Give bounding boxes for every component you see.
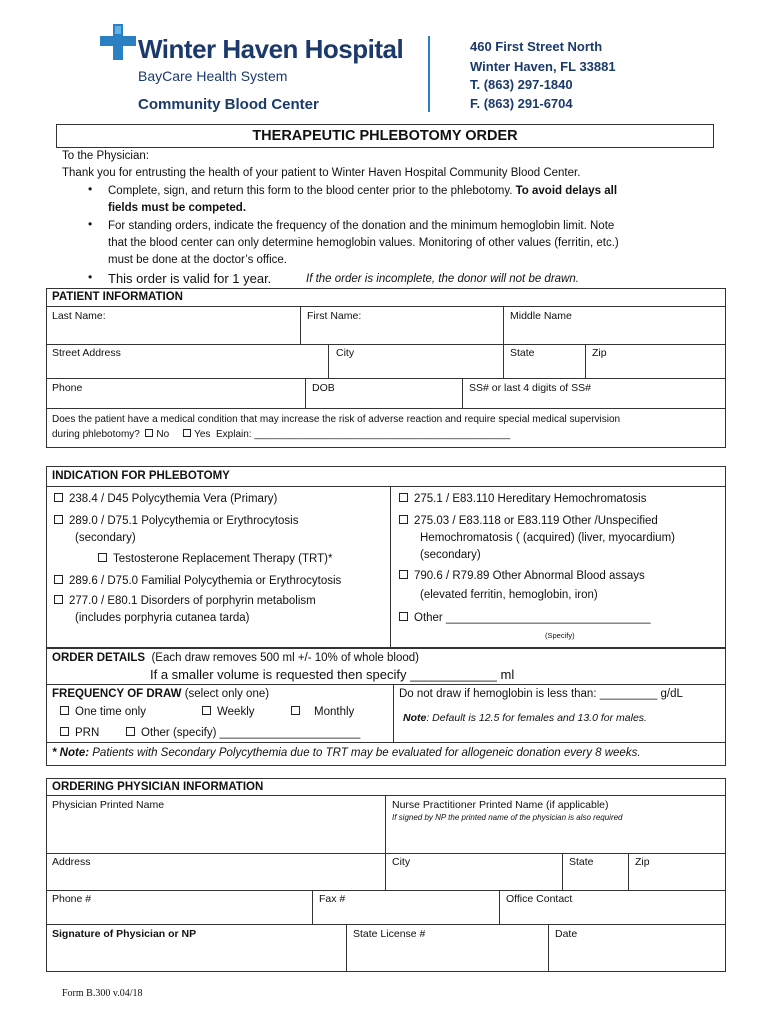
no-checkbox[interactable] xyxy=(145,429,153,437)
trt-footnote: * Note: Patients with Secondary Polycythemia due to TRT may be evaluated for allogeneic donation every 8 weeks. xyxy=(52,747,641,759)
indication-secondary-cont: (secondary) xyxy=(75,532,136,544)
indication-option-trt[interactable]: Testosterone Replacement Therapy (TRT)* xyxy=(98,551,332,567)
divider xyxy=(46,742,726,743)
state-field[interactable]: State xyxy=(510,347,535,359)
office-contact-field[interactable]: Office Contact xyxy=(506,893,573,905)
bullet: • xyxy=(88,182,93,196)
thanks-text: Thank you for entrusting the health of your patient to Winter Haven Hospital Community Blood Center. xyxy=(62,167,581,179)
freq-monthly[interactable]: Monthly xyxy=(291,704,354,720)
checkbox[interactable] xyxy=(60,727,69,736)
indication-option-porphyrin[interactable]: 277.0 / E80.1 Disorders of porphyrin metabolism xyxy=(54,593,316,609)
checkbox[interactable] xyxy=(399,515,408,524)
divider xyxy=(46,344,726,345)
checkbox[interactable] xyxy=(54,575,63,584)
yes-checkbox[interactable] xyxy=(183,429,191,437)
checkbox[interactable] xyxy=(126,727,135,736)
checkbox[interactable] xyxy=(399,612,408,621)
bullet1-line2: fields must be competed. xyxy=(108,202,247,214)
signature-field[interactable]: Signature of Physician or NP xyxy=(52,928,197,940)
address-line1: 460 First Street North xyxy=(470,39,603,54)
last-name-field[interactable]: Last Name: xyxy=(52,310,106,322)
freq-one-time[interactable]: One time only xyxy=(60,704,146,720)
indication-option-other[interactable]: Other ________________________________ xyxy=(399,610,651,626)
divider xyxy=(46,486,726,487)
np-note: If signed by NP the printed name of the physician is also required xyxy=(392,813,623,822)
divider xyxy=(305,378,306,408)
divider xyxy=(393,684,394,742)
physician-phone-field[interactable]: Phone # xyxy=(52,893,92,905)
checkbox[interactable] xyxy=(54,515,63,524)
city-field[interactable]: City xyxy=(336,347,355,359)
street-field[interactable]: Street Address xyxy=(52,347,121,359)
checkbox[interactable] xyxy=(399,570,408,579)
divider xyxy=(548,924,549,972)
divider xyxy=(312,890,313,924)
phone-field[interactable]: Phone xyxy=(52,382,83,394)
hospital-logo-icon xyxy=(100,22,136,62)
divider xyxy=(585,344,586,378)
divider xyxy=(46,924,726,925)
checkbox[interactable] xyxy=(54,595,63,604)
checkbox[interactable] xyxy=(98,553,107,562)
indication-option-secondary[interactable]: 289.0 / D75.1 Polycythemia or Erythrocytosis xyxy=(54,513,298,529)
dob-field[interactable]: DOB xyxy=(312,382,335,394)
divider xyxy=(462,378,463,408)
first-name-field[interactable]: First Name: xyxy=(307,310,362,322)
physician-name-field[interactable]: Physician Printed Name xyxy=(52,799,165,811)
divider xyxy=(385,795,386,890)
hospital-name: Winter Haven Hospital xyxy=(138,34,404,64)
divider xyxy=(46,853,726,854)
physician-heading: ORDERING PHYSICIAN INFORMATION xyxy=(52,781,264,793)
specify-label: (Specify) xyxy=(545,631,575,640)
indication-option-other-hemo[interactable]: 275.03 / E83.118 or E83.119 Other /Unspecified xyxy=(399,513,658,529)
condition-question-line2: during phlebotomy? No Yes Explain: ______________________________________________ xyxy=(52,429,511,440)
bullet: • xyxy=(88,270,93,284)
divider xyxy=(46,684,726,685)
bullet3-validity: This order is valid for 1 year. xyxy=(108,271,272,286)
divider xyxy=(46,408,726,409)
frequency-heading: FREQUENCY OF DRAW (select only one) xyxy=(52,688,270,700)
form-number: Form B.300 v.04/18 xyxy=(62,988,143,999)
physician-zip-field[interactable]: Zip xyxy=(635,856,650,868)
order-heading: ORDER DETAILS (Each draw removes 500 ml +/- 10% of whole blood) xyxy=(52,652,419,664)
checkbox[interactable] xyxy=(54,493,63,502)
divider xyxy=(300,306,301,344)
header-divider xyxy=(428,36,430,112)
date-field[interactable]: Date xyxy=(555,928,578,940)
bullet2-line3: must be done at the doctor’s office. xyxy=(108,254,288,266)
bullet2-line2: that the blood center can only determine hemoglobin values. Monitoring of other values (ferritin, etc.) xyxy=(108,237,619,249)
hemoglobin-limit-field[interactable]: Do not draw if hemoglobin is less than: _________ g/dL xyxy=(399,688,683,700)
bullet1-line1: Complete, sign, and return this form to the blood center prior to the phlebotomy. To avoid delays all xyxy=(108,185,618,197)
checkbox[interactable] xyxy=(202,706,211,715)
address-line2: Winter Haven, FL 33881 xyxy=(470,59,616,74)
divider xyxy=(346,924,347,972)
smaller-volume-field[interactable]: If a smaller volume is requested then specify ____________ ml xyxy=(150,667,515,682)
condition-question: Does the patient have a medical condition that may increase the risk of adverse reaction and require special medical supervision xyxy=(52,414,621,425)
freq-other[interactable]: Other (specify) ______________________ xyxy=(126,725,360,741)
patient-heading: PATIENT INFORMATION xyxy=(52,291,183,303)
divider xyxy=(46,890,726,891)
checkbox[interactable] xyxy=(399,493,408,502)
indication-other-hemo-cont: Hemochromatosis ( (acquired) (liver, myocardium) xyxy=(420,532,675,544)
indication-option-familial[interactable]: 289.6 / D75.0 Familial Polycythemia or Erythrocytosis xyxy=(54,573,341,589)
physician-city-field[interactable]: City xyxy=(392,856,411,868)
checkbox[interactable] xyxy=(60,706,69,715)
bullet: • xyxy=(88,217,93,231)
freq-weekly[interactable]: Weekly xyxy=(202,704,255,720)
phone-number: T. (863) 297-1840 xyxy=(470,77,573,92)
salutation: To the Physician: xyxy=(62,150,149,162)
divider xyxy=(390,486,391,648)
divider xyxy=(562,853,563,890)
physician-address-field[interactable]: Address xyxy=(52,856,91,868)
indication-heading: INDICATION FOR PHLEBOTOMY xyxy=(52,470,230,482)
physician-fax-field[interactable]: Fax # xyxy=(319,893,346,905)
bullet3-incomplete: If the order is incomplete, the donor will not be drawn. xyxy=(306,273,579,285)
divider xyxy=(46,306,726,307)
system-name: BayCare Health System xyxy=(138,68,288,84)
np-name-field[interactable]: Nurse Practitioner Printed Name (if applicable) xyxy=(392,799,609,811)
middle-name-field[interactable]: Middle Name xyxy=(510,310,572,322)
zip-field[interactable]: Zip xyxy=(592,347,607,359)
default-note: Note: Default is 12.5 for females and 13.0 for males. xyxy=(403,712,647,724)
physician-state-field[interactable]: State xyxy=(569,856,594,868)
indication-option-hereditary[interactable]: 275.1 / E83.110 Hereditary Hemochromatosis xyxy=(399,491,646,507)
page-title: THERAPEUTIC PHLEBOTOMY ORDER xyxy=(56,124,714,148)
divider xyxy=(628,853,629,890)
freq-prn[interactable]: PRN xyxy=(60,725,99,741)
divider xyxy=(499,890,500,924)
divider xyxy=(503,344,504,378)
license-field[interactable]: State License # xyxy=(353,928,426,940)
divider xyxy=(503,306,504,344)
divider xyxy=(46,795,726,796)
indication-option-abnormal[interactable]: 790.6 / R79.89 Other Abnormal Blood assays xyxy=(399,568,645,584)
indication-option-pv[interactable]: 238.4 / D45 Polycythemia Vera (Primary) xyxy=(54,491,277,507)
center-name: Community Blood Center xyxy=(138,96,319,113)
divider xyxy=(328,344,329,378)
indication-abnormal-cont: (elevated ferritin, hemoglobin, iron) xyxy=(420,589,598,601)
bullet2-line1: For standing orders, indicate the frequency of the donation and the minimum hemoglobin limit. Note xyxy=(108,220,615,232)
divider xyxy=(46,378,726,379)
ssn-field[interactable]: SS# or last 4 digits of SS# xyxy=(469,382,591,394)
fax-number: F. (863) 291-6704 xyxy=(470,96,573,111)
indication-other-hemo-cont2: (secondary) xyxy=(420,549,481,561)
checkbox[interactable] xyxy=(291,706,300,715)
indication-porphyrin-cont: (includes porphyria cutanea tarda) xyxy=(75,612,250,624)
explain-field[interactable]: Explain: ______________________________________________ xyxy=(216,429,511,440)
